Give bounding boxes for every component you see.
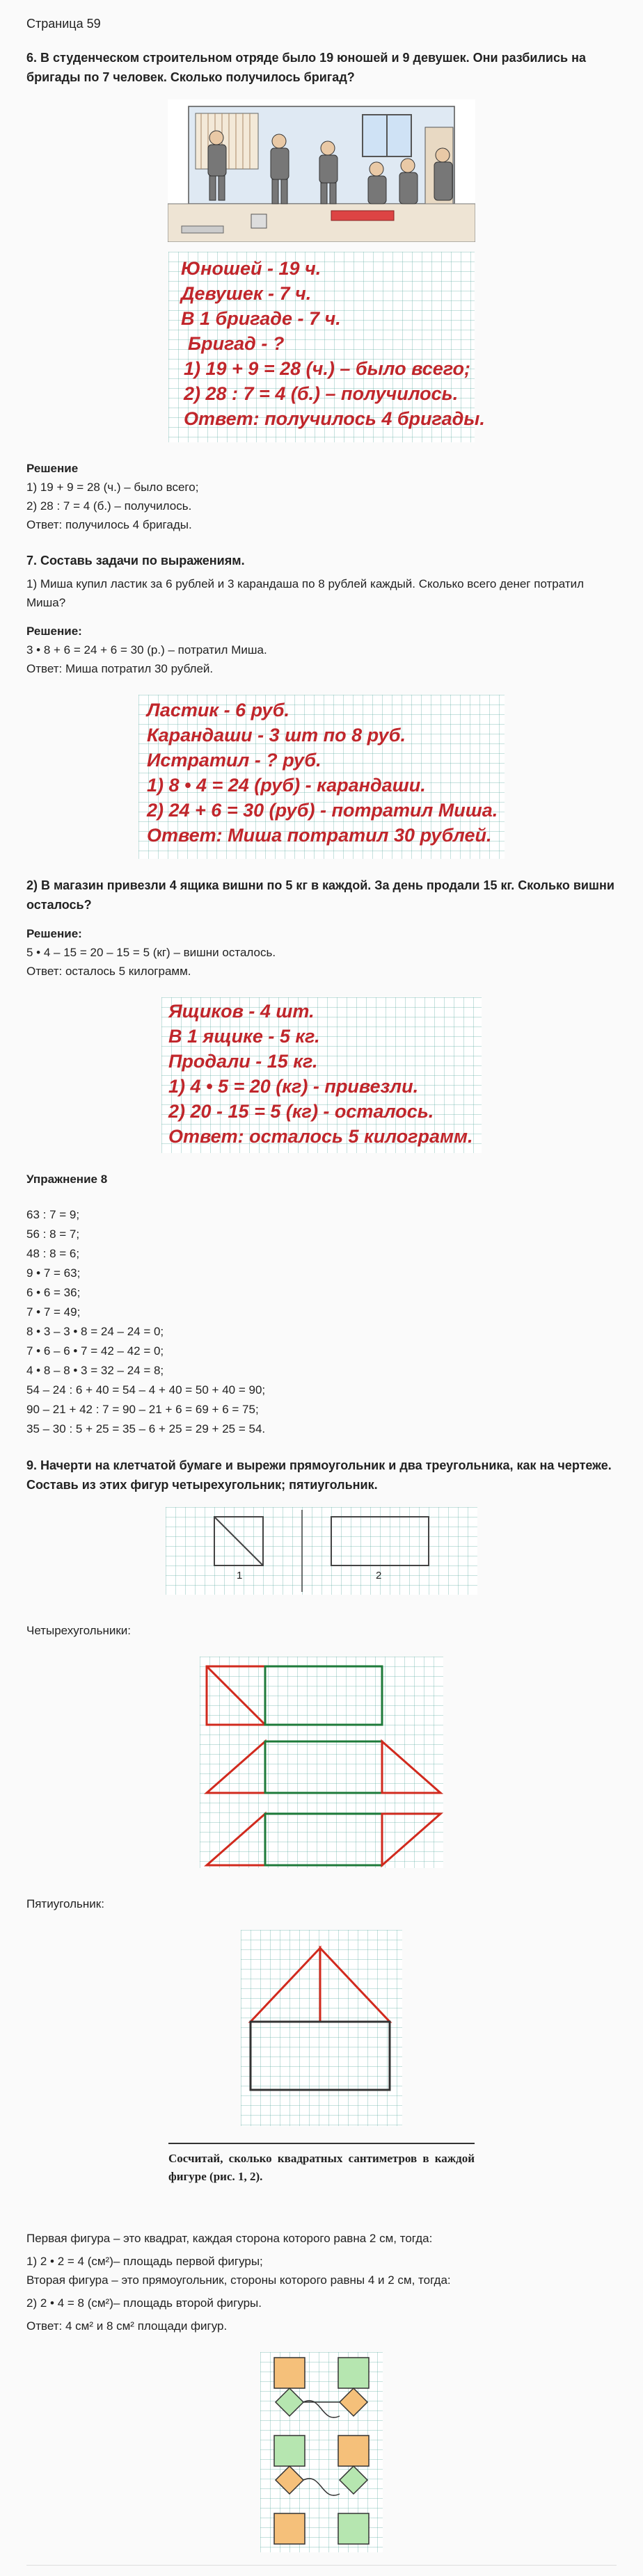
answer-line: Истратил - ? руб. bbox=[147, 750, 322, 771]
figure-label: 2 bbox=[376, 1570, 382, 1581]
answer-line: Ластик - 6 руб. bbox=[147, 700, 289, 721]
task-7-title: 7. Составь задачи по выражениям. bbox=[26, 554, 245, 567]
students-painting-illustration bbox=[168, 99, 475, 242]
bottom-divider bbox=[26, 2565, 617, 2566]
answer-line: 2) 20 - 15 = 5 (кг) - осталось. bbox=[168, 1101, 434, 1122]
figure-caption bbox=[168, 2143, 475, 2186]
squares-and-diamonds-figure bbox=[260, 2352, 383, 2552]
quadrilaterals-figure bbox=[200, 1657, 443, 1868]
answer-line: 2) 2 • 4 = 8 (см²)– площадь второй фигуры. bbox=[26, 2296, 262, 2310]
answer-line: Ящиков - 4 шт. bbox=[168, 1001, 315, 1022]
task-7-problem-2: 2) В магазин привезли 4 ящика вишни по 5 кг в каждой. За день продали 15 кг. Сколько вишни осталось? bbox=[26, 878, 614, 912]
answer-line: Первая фигура – это квадрат, каждая сторона которого равна 2 см, тогда: bbox=[26, 2232, 433, 2245]
solution-label: Решение: bbox=[26, 625, 82, 638]
answer-line: 1) 8 • 4 = 24 (руб) - карандаши. bbox=[147, 775, 426, 796]
solution-line: 3 • 8 + 6 = 24 + 6 = 30 (р.) – потратил Миша. bbox=[26, 643, 267, 657]
equation-line: 4 • 8 – 8 • 3 = 32 – 24 = 8; bbox=[26, 1364, 164, 1377]
answer-line: 1) 2 • 2 = 4 (см²)– площадь первой фигуры; bbox=[26, 2255, 263, 2268]
equation-line: 7 • 6 – 6 • 7 = 42 – 42 = 0; bbox=[26, 1344, 164, 1358]
task-6-answer-card bbox=[168, 252, 485, 442]
answer-line: В 1 ящике - 5 кг. bbox=[168, 1026, 320, 1047]
answer-line: Вторая фигура – это прямоугольник, стороны которого равны 4 и 2 см, тогда: bbox=[26, 2273, 451, 2287]
quadrilaterals-label: Четырехугольники: bbox=[26, 1624, 131, 1637]
answer-line: Девушек - 7 ч. bbox=[181, 283, 312, 304]
task-7-problem-1: 1) Миша купил ластик за 6 рублей и 3 карандаша по 8 рублей каждый. Сколько всего денег потратил Миша? bbox=[26, 577, 585, 609]
answer-line: В 1 бригаде - 7 ч. bbox=[181, 308, 341, 329]
answer-line: Карандаши - 3 шт по 8 руб. bbox=[147, 725, 406, 746]
exercise-8-list bbox=[26, 1205, 617, 1439]
solution-line: Ответ: получилось 4 бригады. bbox=[26, 518, 192, 531]
answer-line: 2) 28 : 7 = 4 (б.) – получилось. bbox=[184, 383, 459, 404]
solution-line: 1) 19 + 9 = 28 (ч.) – было всего; bbox=[26, 481, 199, 494]
page-title: Страница 59 bbox=[26, 17, 101, 31]
equation-line: 9 • 7 = 63; bbox=[26, 1266, 81, 1280]
answer-line: Ответ: осталось 5 килограмм. bbox=[168, 1126, 473, 1147]
equation-line: 8 • 3 – 3 • 8 = 24 – 24 = 0; bbox=[26, 1325, 164, 1338]
answer-line: Юношей - 19 ч. bbox=[181, 258, 322, 279]
answer-line: 2) 24 + 6 = 30 (руб) - потратил Миша. bbox=[147, 800, 498, 821]
solution-line: Ответ: Миша потратил 30 рублей. bbox=[26, 662, 214, 675]
answer-line: Ответ: 4 см² и 8 см² площади фигур. bbox=[26, 2319, 228, 2333]
equation-line: 90 – 21 + 42 : 7 = 90 – 21 + 6 = 69 + 6 = 75; bbox=[26, 1403, 259, 1416]
answer-line: 1) 19 + 9 = 28 (ч.) – было всего; bbox=[184, 358, 470, 379]
equation-line: 54 – 24 : 6 + 40 = 54 – 4 + 40 = 50 + 40 = 90; bbox=[26, 1383, 266, 1396]
equation-line: 56 : 8 = 7; bbox=[26, 1227, 80, 1241]
solution-line: 5 • 4 – 15 = 20 – 15 = 5 (кг) – вишни осталось. bbox=[26, 946, 276, 959]
equation-line: 7 • 7 = 49; bbox=[26, 1305, 81, 1319]
answer-line: Ответ: Миша потратил 30 рублей. bbox=[147, 825, 492, 846]
pattern-drawing bbox=[260, 2352, 383, 2552]
answer-line: Бригад - ? bbox=[188, 333, 285, 354]
equation-line: 63 : 7 = 9; bbox=[26, 1208, 80, 1221]
solution-label: Решение: bbox=[26, 927, 82, 940]
exercise-8-title: Упражнение 8 bbox=[26, 1173, 108, 1186]
pentagon-label: Пятиугольник: bbox=[26, 1897, 104, 1910]
task-6-title: 6. В студенческом строительном отряде было 19 юношей и 9 девушек. Они разбились на бригады по 7 человек. Сколько получилось бригад? bbox=[26, 51, 586, 84]
solution-line: 2) 28 : 7 = 4 (б.) – получилось. bbox=[26, 499, 192, 513]
equation-line: 48 : 8 = 6; bbox=[26, 1247, 80, 1260]
task-9-title: 9. Начерти на клетчатой бумаге и вырежи прямоугольник и два треугольника, как на чертеже. Составь из этих фигур четырехугольник; пятиугольник. bbox=[26, 1458, 612, 1492]
square-and-rectangle-figure bbox=[166, 1507, 477, 1595]
solution-line: Ответ: осталось 5 килограмм. bbox=[26, 965, 191, 978]
pentagon-drawing bbox=[241, 1930, 402, 2126]
caption-text: Сосчитай, сколько квадратных сантиметров в каждой фигуре (рис. 1, 2). bbox=[168, 2152, 475, 2183]
answer-line: 1) 4 • 5 = 20 (кг) - привезли. bbox=[168, 1076, 419, 1097]
task-7-answer-card-2 bbox=[161, 997, 482, 1153]
answer-line: Ответ: получилось 4 бригады. bbox=[184, 408, 485, 429]
task-7-answer-card-1 bbox=[138, 695, 505, 859]
construction-illustration bbox=[168, 99, 475, 242]
shapes-drawing bbox=[166, 1507, 477, 1595]
solution-label: Решение bbox=[26, 462, 79, 475]
answer-line: Продали - 15 кг. bbox=[168, 1051, 318, 1072]
equation-line: 35 – 30 : 5 + 25 = 35 – 6 + 25 = 29 + 25 = 54. bbox=[26, 1422, 266, 1435]
figure-label: 1 bbox=[237, 1570, 243, 1581]
equation-line: 6 • 6 = 36; bbox=[26, 1286, 81, 1299]
pentagon-figure bbox=[241, 1930, 402, 2126]
quadrilaterals-drawing bbox=[200, 1657, 443, 1868]
